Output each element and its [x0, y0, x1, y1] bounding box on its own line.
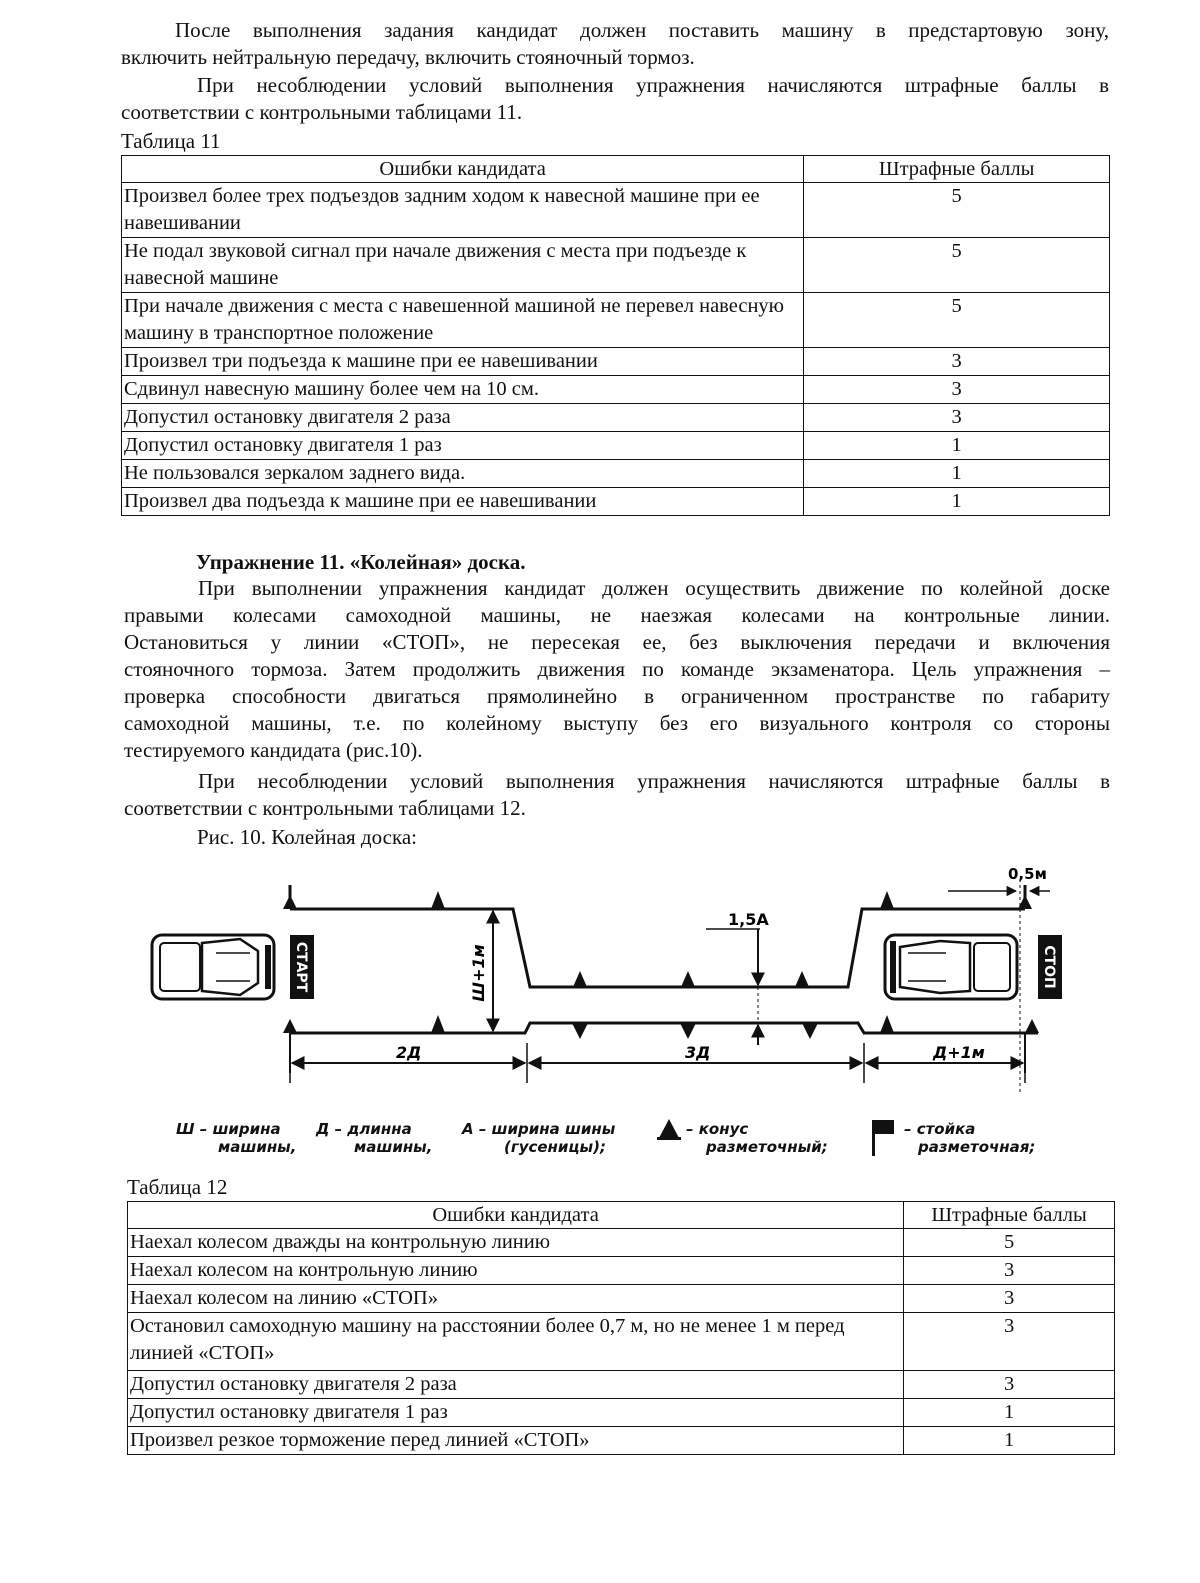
error-cell: Допустил остановку двигателя 2 раза: [128, 1371, 904, 1399]
text-line: При несоблюдении условий выполнения упражнения начисляются штрафные баллы в: [198, 769, 1110, 793]
width-dimension-label: Ш+1м: [469, 944, 488, 1002]
table-row: [128, 1313, 1115, 1371]
legend-post-icon: [870, 1120, 896, 1156]
cones-lower: [283, 1015, 1039, 1039]
start-car-icon: [152, 935, 274, 999]
text-line: При выполнении упражнения кандидат должен осуществить движение по колейной доске: [198, 576, 1110, 600]
intro-paragraph-1: [121, 17, 1109, 70]
table-row: [122, 183, 1110, 238]
error-cell: Допустил остановку двигателя 1 раз: [122, 432, 804, 460]
error-cell: Допустил остановку двигателя 1 раз: [128, 1399, 904, 1427]
table-header-row: [122, 156, 1110, 183]
start-label: СТАРТ: [293, 941, 309, 993]
lower-boundary-line: [290, 1023, 1038, 1033]
stop-car-icon: [885, 935, 1017, 999]
error-cell: Произвел резкое торможение перед линией «СТОП»: [128, 1427, 904, 1455]
rut-width-dimension-label: 1,5А: [728, 910, 769, 929]
text-line: включить нейтральную передачу, включить стояночный тормоз.: [121, 44, 695, 69]
legend-tire-width: [462, 1120, 615, 1156]
legend-text: (гусеницы);: [504, 1138, 606, 1156]
text-line: соответствии с контрольными таблицами 11.: [121, 99, 523, 124]
cone-icon: [1025, 1019, 1039, 1033]
table-header-row: [128, 1202, 1115, 1229]
rut-board-diagram: [140, 855, 1080, 1095]
legend-cone: [686, 1120, 828, 1156]
table-row: [128, 1399, 1115, 1427]
table-row: [122, 348, 1110, 376]
error-cell: Произвел два подъезда к машине при ее навешивании: [122, 488, 804, 516]
legend-text: А – ширина шины: [462, 1120, 616, 1138]
points-cell: 3: [904, 1285, 1115, 1313]
text-line: соответствии с контрольными таблицами 12.: [124, 796, 526, 820]
exercise-11-paragraph-1: [124, 575, 1110, 764]
stop-label: СТОП: [1041, 945, 1057, 989]
legend-text: разметочная;: [918, 1138, 1036, 1156]
dimension-2d-label: 2Д: [396, 1043, 422, 1062]
table-row: [128, 1285, 1115, 1313]
table-12: [127, 1201, 1115, 1455]
dimension-d1m-label: Д+1м: [933, 1043, 985, 1062]
text-line: проверка способности двигаться прямолинейно в ограниченном пространстве по габариту: [124, 684, 1110, 708]
points-cell: 3: [904, 1313, 1115, 1371]
legend-post: [904, 1120, 1035, 1156]
points-cell: 1: [904, 1399, 1115, 1427]
legend-text: – конус: [686, 1120, 749, 1138]
table-row: [122, 238, 1110, 293]
legend-text: машины,: [354, 1138, 433, 1156]
error-cell: Не подал звуковой сигнал при начале движения с места при подъезде к навесной машине: [122, 238, 804, 293]
cone-icon: [802, 1023, 818, 1039]
points-cell: 5: [804, 238, 1110, 293]
cone-icon: [880, 891, 894, 909]
table-row: [128, 1229, 1115, 1257]
points-cell: 3: [904, 1257, 1115, 1285]
text-line: стояночного тормоза. Затем продолжить движения по команде экзаменатора. Цель упражнения –: [124, 657, 1110, 681]
figure-10-caption: Рис. 10. Колейная доска:: [197, 825, 417, 849]
cone-icon: [795, 971, 809, 987]
legend-width: [176, 1120, 296, 1156]
cone-icon: [572, 1023, 588, 1039]
points-cell: 3: [804, 404, 1110, 432]
cone-icon: [283, 895, 297, 909]
points-cell: 3: [904, 1371, 1115, 1399]
table-row: [128, 1371, 1115, 1399]
exercise-11-heading: Упражнение 11. «Колейная» доска.: [196, 550, 526, 574]
table-row: [122, 460, 1110, 488]
points-cell: 5: [904, 1229, 1115, 1257]
error-cell: Наехал колесом на линию «СТОП»: [128, 1285, 904, 1313]
column-header-points: Штрафные баллы: [804, 156, 1110, 183]
error-cell: При начале движения с места с навешенной машиной не перевел навесную машину в транспортное положение: [122, 293, 804, 348]
text-line: правыми колесами самоходной машины, не наезжая колесами на контрольные линии.: [124, 603, 1110, 627]
table-12-caption: Таблица 12: [127, 1175, 228, 1199]
legend-cone-icon: [656, 1116, 682, 1142]
text-line: Остановиться у линии «СТОП», не пересекая ее, без выключения передачи и включения: [124, 630, 1110, 654]
legend-text: Д – длинна: [316, 1120, 412, 1138]
cone-icon: [431, 891, 445, 909]
text-line: тестируемого кандидата (рис.10).: [124, 738, 423, 762]
cone-icon: [431, 1015, 445, 1033]
points-cell: 5: [804, 183, 1110, 238]
points-cell: 3: [804, 376, 1110, 404]
cone-icon: [880, 1015, 894, 1033]
table-row: [122, 376, 1110, 404]
column-header-errors: Ошибки кандидата: [122, 156, 804, 183]
cone-icon: [573, 971, 587, 987]
cone-icon: [681, 971, 695, 987]
error-cell: Произвел более трех подъездов задним ходом к навесной машине при ее навешивании: [122, 183, 804, 238]
table-row: [128, 1257, 1115, 1285]
table-row: [122, 404, 1110, 432]
error-cell: Не пользовался зеркалом заднего вида.: [122, 460, 804, 488]
dimension-3d-label: 3Д: [685, 1043, 711, 1062]
points-cell: 5: [804, 293, 1110, 348]
legend-length: [316, 1120, 432, 1156]
points-cell: 3: [804, 348, 1110, 376]
error-cell: Допустил остановку двигателя 2 раза: [122, 404, 804, 432]
column-header-errors: Ошибки кандидата: [128, 1202, 904, 1229]
table-row: [122, 293, 1110, 348]
error-cell: Произвел три подъезда к машине при ее навешивании: [122, 348, 804, 376]
table-row: [122, 488, 1110, 516]
legend-text: машины,: [218, 1138, 297, 1156]
text-line: При несоблюдении условий выполнения упражнения начисляются штрафные баллы в: [197, 73, 1109, 97]
error-cell: Остановил самоходную машину на расстоянии более 0,7 м, но не менее 1 м перед линией «СТОП»: [128, 1313, 904, 1371]
table-row: [128, 1427, 1115, 1455]
intro-paragraph-2: [121, 72, 1109, 125]
points-cell: 1: [804, 460, 1110, 488]
cone-icon: [680, 1023, 696, 1039]
points-cell: 1: [804, 432, 1110, 460]
text-line: самоходной машины, т.е. по колейному выступу без его визуального контроля со стороны: [124, 711, 1110, 735]
points-cell: 1: [804, 488, 1110, 516]
column-header-points: Штрафные баллы: [904, 1202, 1115, 1229]
table-11-caption: Таблица 11: [121, 129, 221, 153]
error-cell: Наехал колесом на контрольную линию: [128, 1257, 904, 1285]
cone-icon: [283, 1019, 297, 1033]
stop-offset-dimension-label: 0,5м: [1008, 865, 1047, 883]
table-11: [121, 155, 1110, 516]
legend-text: разметочный;: [706, 1138, 828, 1156]
exercise-11-paragraph-2: [124, 768, 1110, 822]
table-row: [122, 432, 1110, 460]
points-cell: 1: [904, 1427, 1115, 1455]
error-cell: Сдвинул навесную машину более чем на 10 см.: [122, 376, 804, 404]
legend-text: Ш – ширина: [176, 1120, 281, 1138]
legend-text: – стойка: [904, 1120, 976, 1138]
text-line: После выполнения задания кандидат должен поставить машину в предстартовую зону,: [175, 18, 1109, 42]
error-cell: Наехал колесом дважды на контрольную линию: [128, 1229, 904, 1257]
